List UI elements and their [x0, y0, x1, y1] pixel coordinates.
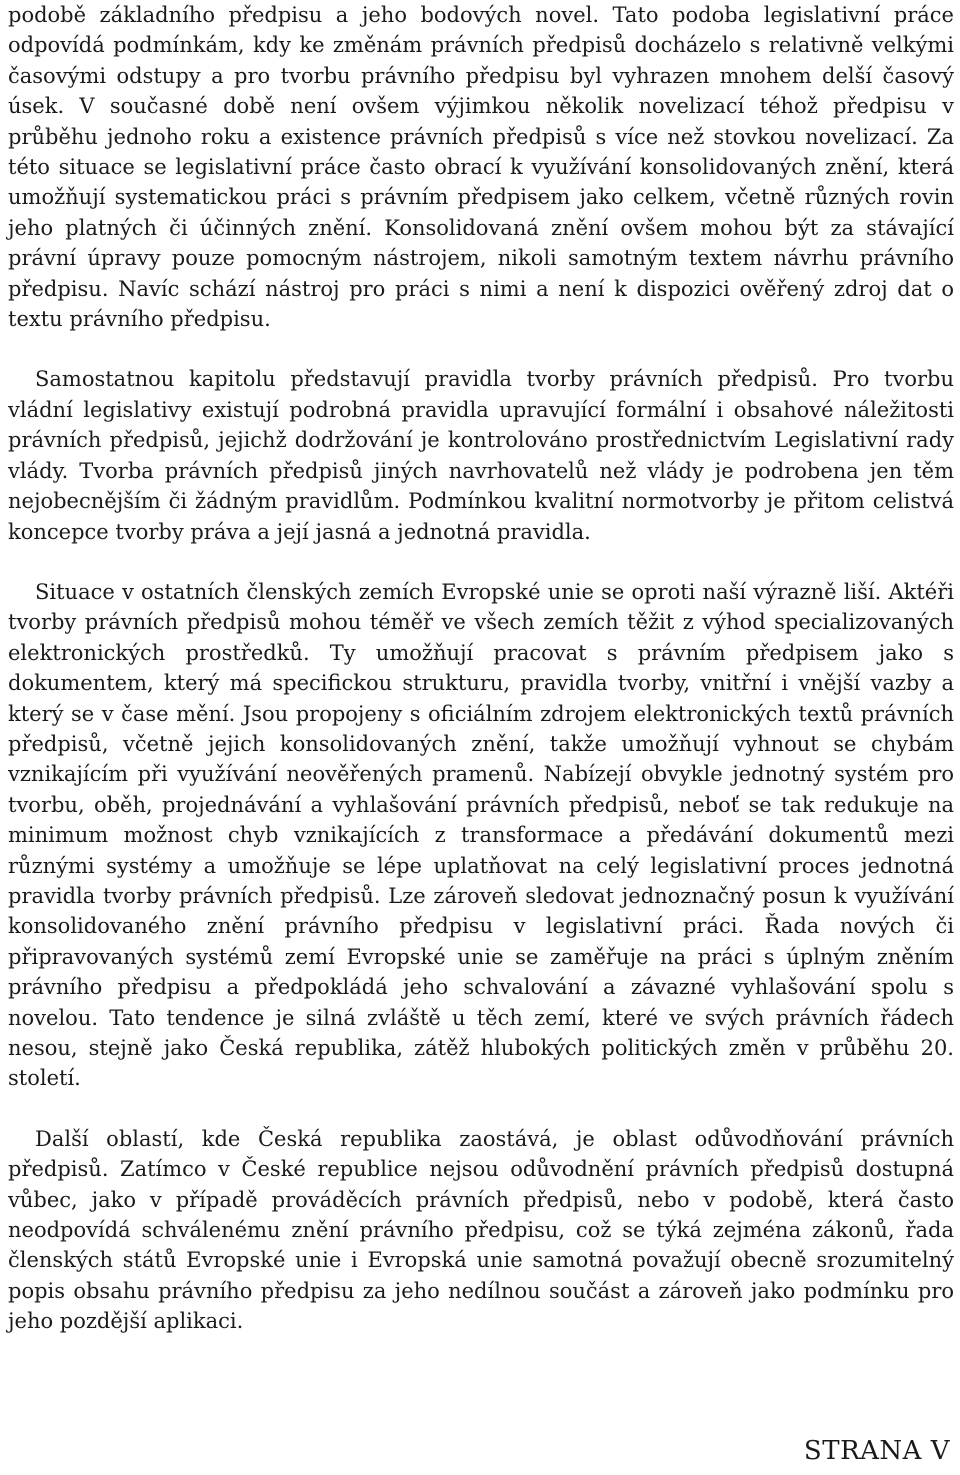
paragraph: podobě základního předpisu a jeho bodových novel. Tato podoba legislativní práce odpovídá podmínkám, kdy ke změnám právních předpisů docházelo s relativně velkými časovými odstupy a pro tvorbu právního předpisu byl vyhrazen mnohem delší časový úsek. V současné době není ovšem výjimkou několik novelizací téhož předpisu v průběhu jednoho roku a existence právních předpisů s více než stovkou novelizací. Za této situace se legislativní práce často obrací k využívání konsolidovaných znění, která umožňují systematickou práci s právním předpisem jako celkem, včetně různých rovin jeho platných či účinných znění. Konsolidovaná znění ovšem mohou být za stávající právní úpravy pouze pomocným nástrojem, nikoli samotným textem návrhu právního předpisu. Navíc schází nástroj pro práci s nimi a není k dispozici ověřený zdroj dat o textu právního předpisu.: [8, 3, 954, 332]
paragraph: Situace v ostatních členských zemích Evropské unie se oproti naší výrazně liší. Aktéři tvorby právních předpisů mohou téměř ve všech zemích těžit z výhod specializovaných elektronických prostředků. Ty umožňují pracovat s právním předpisem jako s dokumentem, který má specifickou strukturu, pravidla tvorby, vnitřní i vnější vazby a který se v čase mění. Jsou propojeny s oficiálním zdrojem elektronických textů právních předpisů, včetně jejich konsolidovaných znění, takže umožňují vyhnout se chybám vznikajícím při využívání neověřených pramenů. Nabízejí obvykle jednotný systém pro tvorbu, oběh, projednávání a vyhlašování právních předpisů, neboť se tak redukuje na minimum možnost chyb vznikajících z transformace a předávání dokumentů mezi různými systémy a umožňuje se lépe uplatňovat na celý legislativní proces jednotná pravidla tvorby právních předpisů. Lze zároveň sledovat jednoznačný posun k využívání konsolidovaného znění právního předpisu v legislativní práci. Řada nových či připravovaných systémů zemí Evropské unie se zaměřuje na práci s úplným zněním právního předpisu a předpokládá jeho schvalování a závazné vyhlašování spolu s novelou. Tato tendence je silná zvláště u těch zemí, které ve svých právních řádech nesou, stejně jako Česká republika, zátěž hlubokých politických změn v průběhu 20. století.: [8, 579, 954, 1091]
document-body: [8, 0, 954, 1337]
page-number: STRANA V: [803, 1436, 950, 1466]
paragraph: Samostatnou kapitolu představují pravidla tvorby právních předpisů. Pro tvorbu vládní legislativy existují podrobná pravidla upravující formální i obsahové náležitosti právních předpisů, jejichž dodržování je kontrolováno prostřednictvím Legislativní rady vlády. Tvorba právních předpisů jiných navrhovatelů než vlády je podrobena jen těm nejobecnějším či žádným pravidlům. Podmínkou kvalitní normotvorby je přitom celistvá koncepce tvorby práva a její jasná a jednotná pravidla.: [8, 367, 954, 544]
paragraph: Další oblastí, kde Česká republika zaostává, je oblast odůvodňování právních předpisů. Zatímco v České republice nejsou odůvodnění právních předpisů dostupná vůbec, jako v případě prováděcích právních předpisů, nebo v podobě, která často neodpovídá schválenému znění právního předpisu, což se týká zejména zákonů, řada členských států Evropské unie i Evropská unie samotná považují obecně srozumitelný popis obsahu právního předpisu za jeho nedílnou součást a zároveň jako podmínku pro jeho pozdější aplikaci.: [8, 1126, 954, 1334]
